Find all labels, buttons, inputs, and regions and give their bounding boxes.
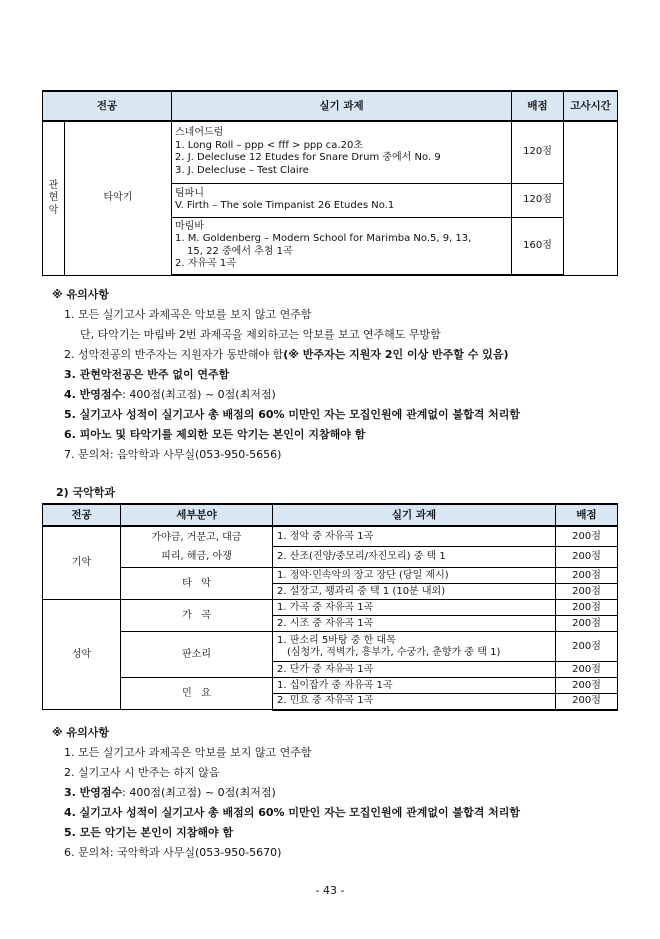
notes-music [52, 285, 520, 465]
note-item: 3. 반영점수: 400점(최고점) ~ 0점(최저점) [64, 786, 276, 799]
score: 200점 [556, 584, 618, 600]
note-item: 6. 피아노 및 타악기를 제외한 모든 악기는 본인이 지참해야 함 [64, 428, 366, 441]
task: 2. 산조(진양/중모리/자진모리) 중 택 1 [273, 547, 556, 568]
major-vocal: 성악 [43, 600, 121, 710]
score: 200점 [556, 600, 618, 616]
header-score: 배점 [556, 504, 618, 526]
note-item: 2. 성악전공의 반주자는 지원자가 동반해야 함(※ 반주자는 지원자 2인 이상 반주할 수 있음) [64, 348, 509, 361]
header-time: 고사시간 [564, 91, 618, 121]
task: 2. 설장고, 꽹과리 중 택 1 (10분 내외) [273, 584, 556, 600]
section-title-korean-music: 2) 국악학과 [56, 486, 116, 499]
task: 2. 민요 중 자유곡 1곡 [273, 694, 556, 710]
task: 1. 십이잡가 중 자유곡 1곡 [273, 678, 556, 694]
note-item: 6. 문의처: 국악학과 사무실(053-950-5670) [64, 846, 282, 859]
note-item: 5. 실기고사 성적이 실기고사 총 배점의 60% 미만인 자는 모집인원에 관계없이 불합격 처리함 [64, 408, 521, 421]
field-gagok: 가 곡 [121, 600, 273, 632]
score: 200점 [556, 568, 618, 584]
score-marimba: 160점 [512, 217, 564, 275]
field-strings-winds: 가야금, 거문고, 대금 피리, 해금, 아쟁 [121, 526, 273, 568]
note-item: 4. 반영점수: 400점(최고점) ~ 0점(최저점) [64, 388, 276, 401]
time-cell [564, 121, 618, 275]
notes-heading: ※ 유의사항 [52, 288, 110, 301]
field-minyo: 민 요 [121, 678, 273, 710]
header-field: 세부분야 [121, 504, 273, 526]
score-timpani: 120점 [512, 183, 564, 217]
score: 200점 [556, 694, 618, 710]
practical-exam-table-music [42, 90, 618, 276]
task: 2. 단가 중 자유곡 1곡 [273, 662, 556, 678]
notes-heading: ※ 유의사항 [52, 726, 110, 739]
notes-korean-music [52, 723, 520, 863]
score: 200점 [556, 632, 618, 662]
task: 1. 정악 중 자유곡 1곡 [273, 526, 556, 547]
page-number: - 43 - [315, 884, 345, 897]
task: 1. 정악·민속악의 장고 장단 (당일 제시) [273, 568, 556, 584]
task-snare-drum: 스네어드럼 1. Long Roll – ppp < fff > ppp ca.20초 2. J. Delecluse 12 Etudes for Snare Drum 중에서 No. 9 3. J. Delecluse – Test Claire [172, 121, 512, 183]
task: 1. 가곡 중 자유곡 1곡 [273, 600, 556, 616]
header-task: 실기 과제 [273, 504, 556, 526]
header-major: 전공 [43, 504, 121, 526]
task-marimba: 마림바 1. M. Goldenberg – Modern School for Marimba No.5, 9, 13, 15, 22 중에서 추첨 1곡 2. 자유곡 1곡 [172, 217, 512, 275]
header-task: 실기 과제 [172, 91, 512, 121]
score: 200점 [556, 616, 618, 632]
note-item: 4. 실기고사 성적이 실기고사 총 배점의 60% 미만인 자는 모집인원에 관계없이 불합격 처리함 [64, 806, 521, 819]
major-group-orchestral: 관 현 악 [43, 121, 65, 275]
field-percussion: 타 악 [121, 568, 273, 600]
note-item: 1. 모든 실기고사 과제곡은 악보를 보지 않고 연주함 [64, 308, 312, 321]
note-item: 1. 모든 실기고사 과제곡은 악보를 보지 않고 연주함 [64, 746, 312, 759]
task: 1. 판소리 5바탕 중 한 대목 (심청가, 적벽가, 흥부가, 수궁가, 춘향가 중 택 1) [273, 632, 556, 662]
major-instrumental: 기악 [43, 526, 121, 600]
score: 200점 [556, 526, 618, 547]
field-pansori: 판소리 [121, 632, 273, 678]
header-score: 배점 [512, 91, 564, 121]
major-percussion: 타악기 [65, 121, 172, 275]
task: 2. 시조 중 자유곡 1곡 [273, 616, 556, 632]
note-item: 단, 타악기는 마림바 2번 과제곡을 제외하고는 악보를 보고 연주해도 무방함 [80, 328, 441, 341]
score: 200점 [556, 678, 618, 694]
note-item: 7. 문의처: 음악학과 사무실(053-950-5656) [64, 448, 282, 461]
note-item: 2. 실기고사 시 반주는 하지 않음 [64, 766, 220, 779]
note-item: 3. 관현악전공은 반주 없이 연주함 [64, 368, 230, 381]
score: 200점 [556, 662, 618, 678]
practical-exam-table-korean-music [42, 503, 618, 711]
header-major: 전공 [43, 91, 172, 121]
task-timpani: 팀파니 V. Firth – The sole Timpanist 26 Etudes No.1 [172, 183, 512, 217]
score-snare-drum: 120점 [512, 121, 564, 183]
note-item: 5. 모든 악기는 본인이 지참해야 함 [64, 826, 234, 839]
score: 200점 [556, 547, 618, 568]
